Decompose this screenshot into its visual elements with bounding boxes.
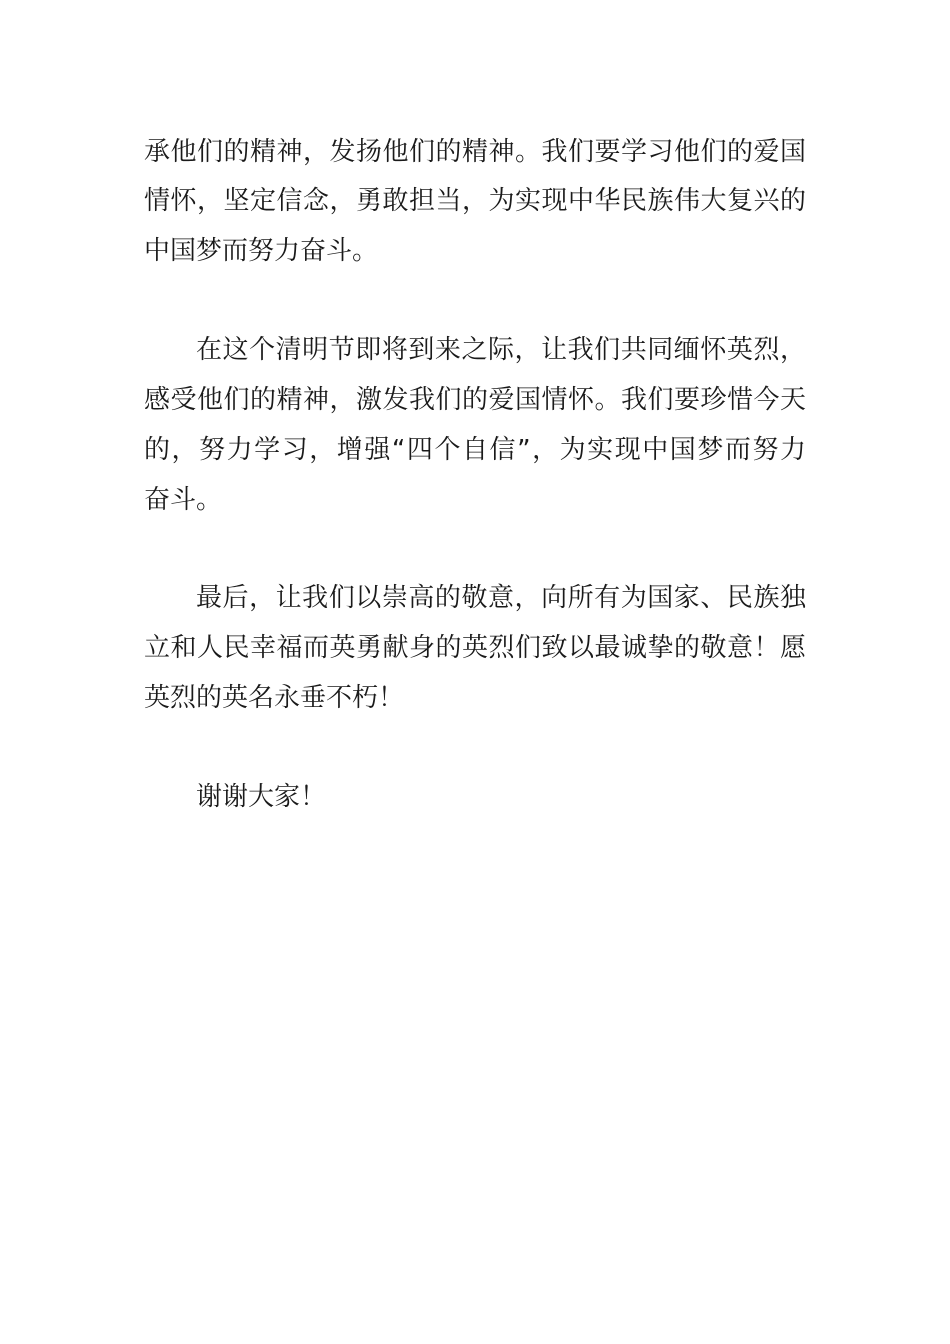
paragraph-2-line-2: 感受他们的精神，激发我们的爱国情怀。我们要珍惜今天 bbox=[144, 385, 806, 415]
paragraph-4-line-1: 谢谢大家！ bbox=[196, 782, 327, 812]
paragraph-1-line-3: 中国梦而努力奋斗。 bbox=[144, 236, 379, 266]
paragraph-1-line-1: 承他们的精神，发扬他们的精神。我们要学习他们的爱国 bbox=[144, 137, 806, 167]
paragraph-3-line-2: 立和人民幸福而英勇献身的英烈们致以最诚挚的敬意！愿 bbox=[144, 633, 806, 663]
paragraph-2-line-1: 在这个清明节即将到来之际，让我们共同缅怀英烈， bbox=[196, 335, 806, 365]
paragraph-2-line-3: 的，努力学习，增强“四个自信”，为实现中国梦而努力 bbox=[144, 435, 806, 465]
paragraph-3-line-3: 英烈的英名永垂不朽！ bbox=[144, 683, 405, 713]
paragraph-2-line-4: 奋斗。 bbox=[144, 485, 223, 515]
paragraph-3-line-1: 最后，让我们以崇高的敬意，向所有为国家、民族独 bbox=[196, 583, 806, 613]
paragraph-1-line-2: 情怀，坚定信念，勇敢担当，为实现中华民族伟大复兴的 bbox=[144, 186, 806, 216]
